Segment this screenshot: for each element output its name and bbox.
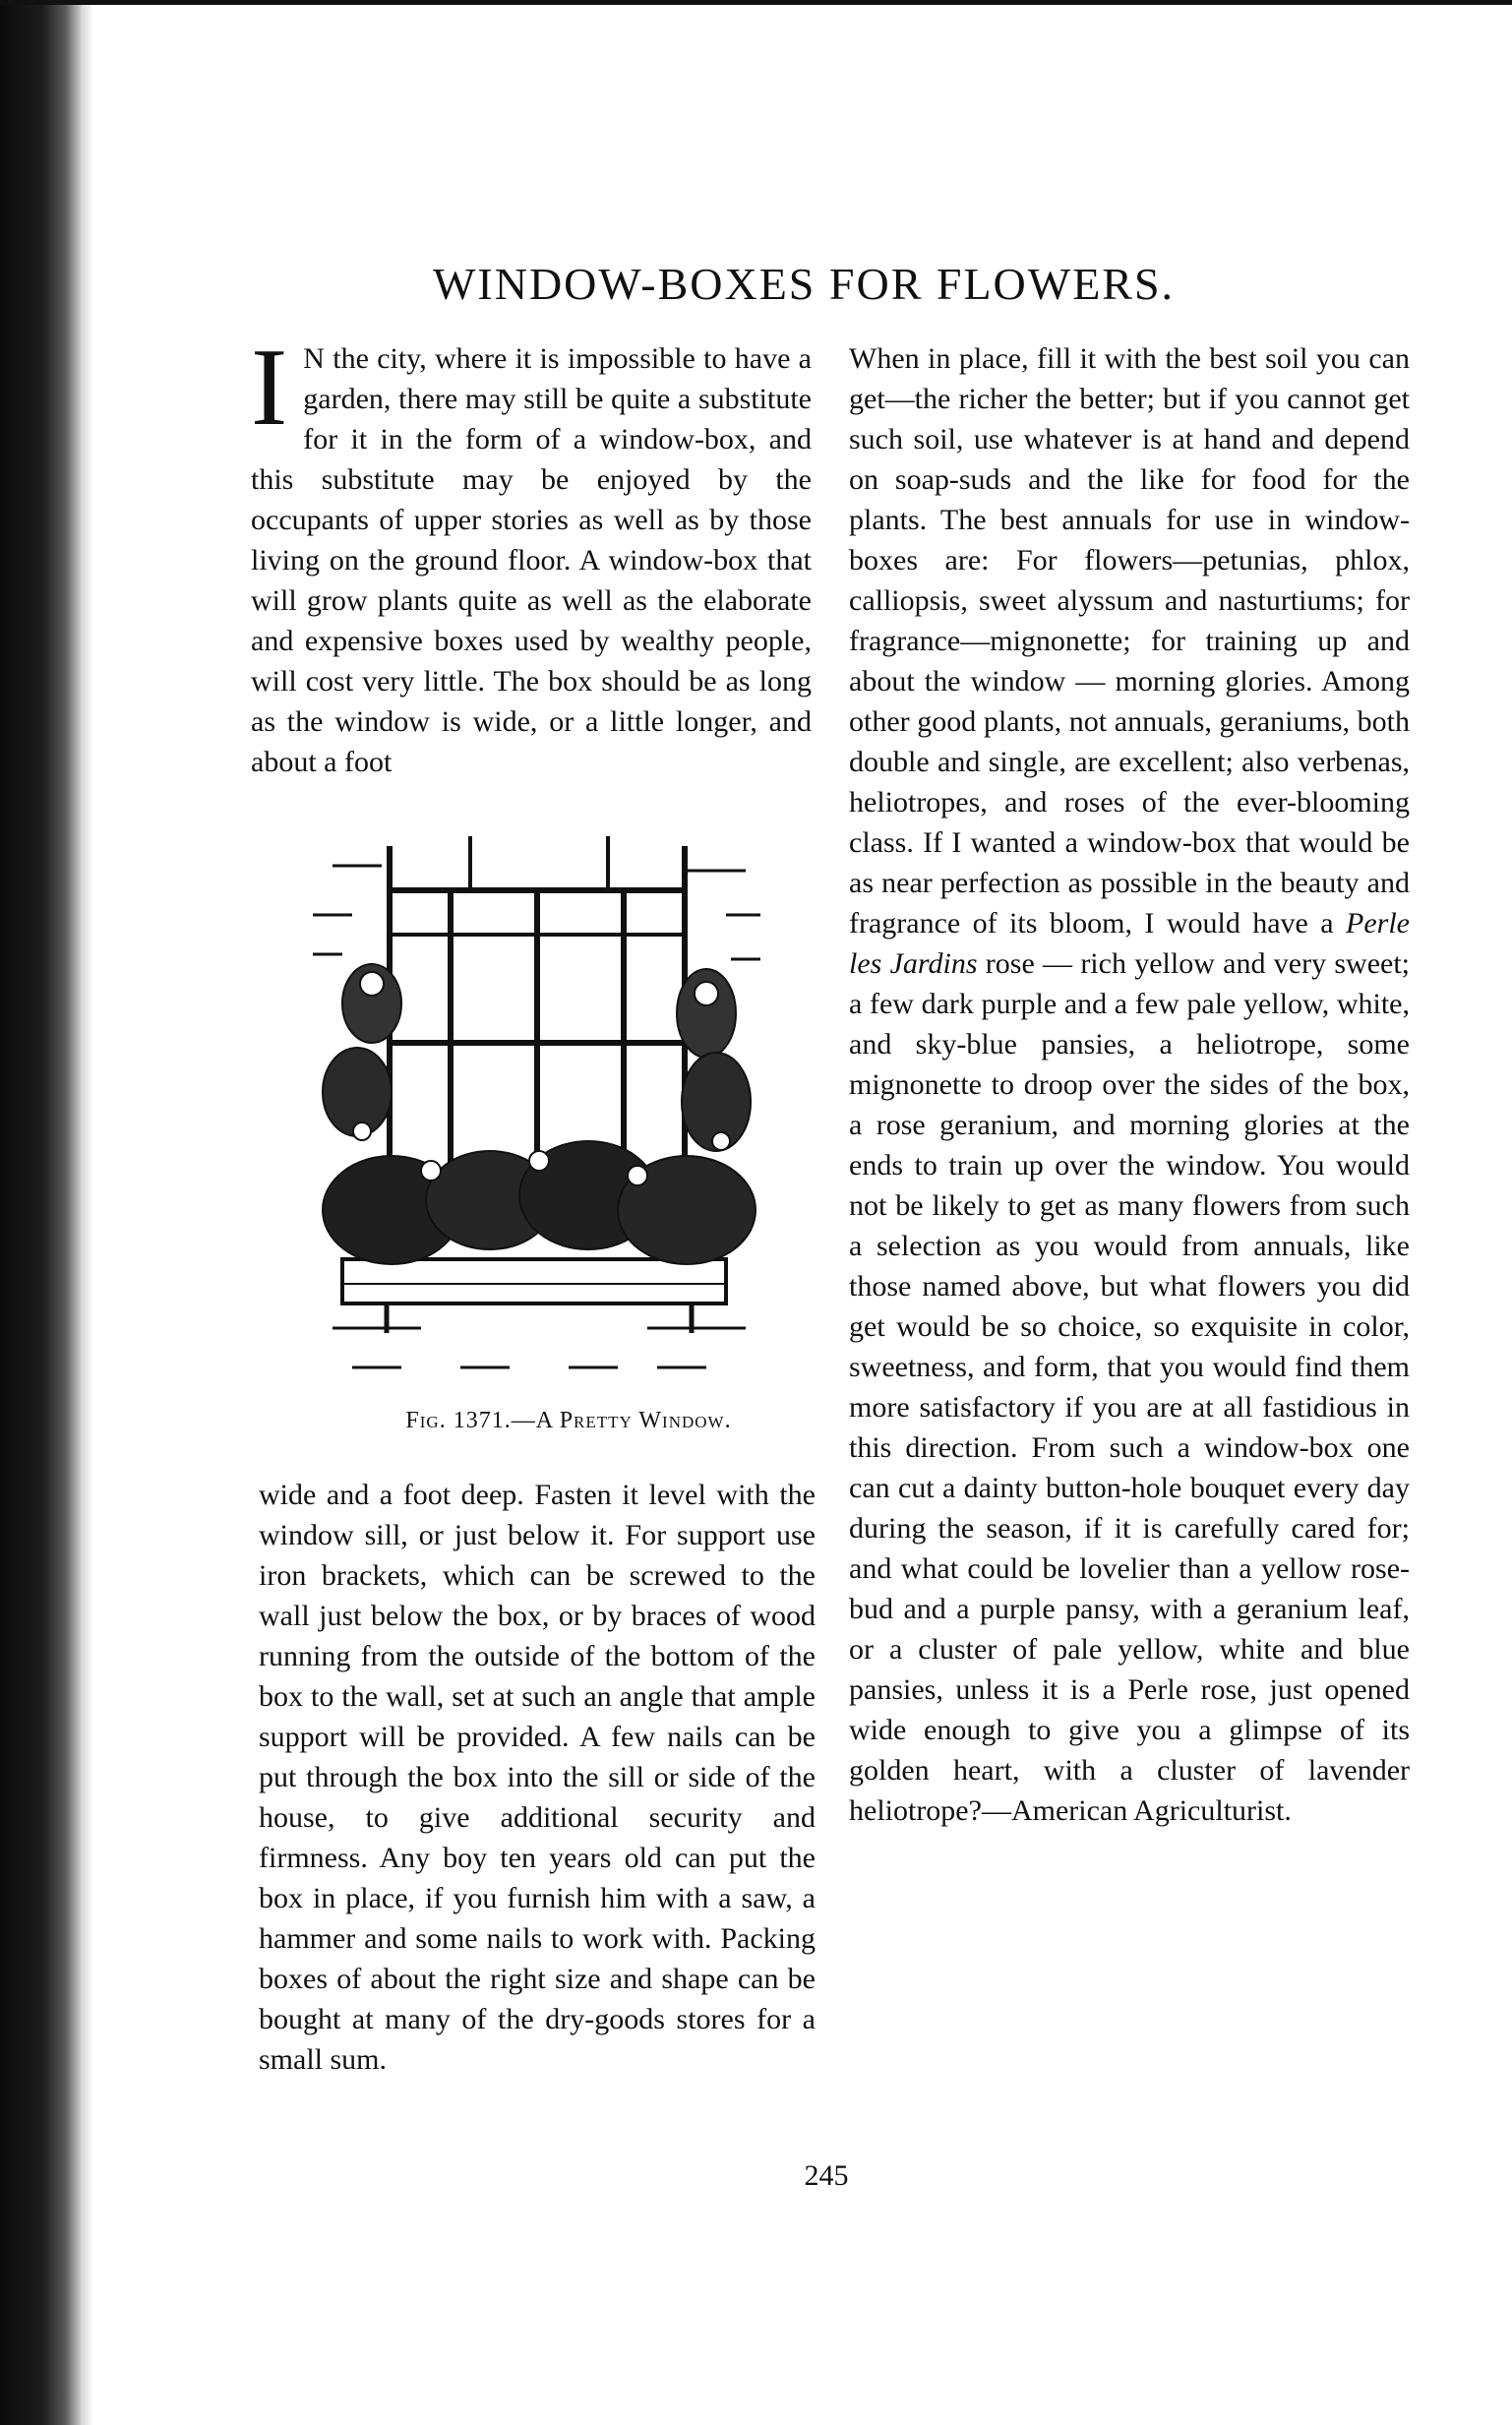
rose-variety-name: Perle les Jardins (849, 907, 1410, 980)
opening-paragraph-text: N the city, where it is impossible to have a garden, there may still be quite a substitute for it in the form of a window-box, and this substitute may be enjoyed by the occupants of upper stories as well as by those living on the ground floor. A window-box that will grow plants quite as well as the elaborate and expensive boxes used by wealthy people, will cost very little. The box should be as long as the window is wide, or a little longer, and about a foot (251, 342, 812, 778)
drop-cap: I (251, 327, 288, 449)
left-column-top (251, 327, 812, 782)
page-title: WINDOW-BOXES FOR FLOWERS. (433, 259, 1176, 309)
right-column (849, 338, 1410, 1831)
opening-paragraph (251, 327, 812, 782)
right-paragraph-text-2: rose — rich yellow and very sweet; a few dark purple and a few pale yellow, white, and sky-blue pansies, a heliotrope, some mignonette to droop over the sides of the box, a rose geranium, and morning glories at the ends to train up over the window. You would not be likely to get as many flowers from such a selection as you would from annuals, like those named above, but what flowers you did get would be so choice, so exquisite in color, sweetness, and form, that you would find them more satisfactory if you are at all fastidious in this direction. From such a window-box one can cut a dainty button-hole bouquet every day during the season, if it is carefully cared for; and what could be lovelier than a yellow rose-bud and a purple pansy, with a geranium leaf, or a cluster of pale yellow, white and blue pansies, unless it is a Perle rose, just opened wide enough to give you a glimpse of its golden heart, with a cluster of lavender heliotrope?—American Agriculturist. (849, 947, 1410, 1827)
window-box-engraving (313, 836, 760, 1382)
window-box-illustration (313, 836, 760, 1382)
book-binding-edge (0, 0, 93, 2425)
right-paragraph-text-1: When in place, fill it with the best soil you can get—the richer the better; but if you cannot get such soil, use whatever is at hand and depend on soap-suds and the like for food for the plants. The best annuals for use in window-boxes are: For flowers—petunias, phlox, calliopsis, sweet alyssum and nasturtiums; for fragrance—mignonette; for training up and about the window — morning glories. Among other good plants, not annuals, geraniums, both double and single, are excellent; also verbenas, heliotropes, and roses of the ever-blooming class. If I wanted a window-box that would be as near perfection as possible in the beauty and fragrance of its bloom, I would have a (849, 342, 1410, 940)
top-page-edge (0, 0, 1512, 5)
continued-paragraph: wide and a foot deep. Fasten it level with the window sill, or just below it. For support use iron brackets, which can be screwed to the wall just below the box, or by braces of wood running from the outside of the bottom of the box to the wall, set at such an angle that ample support will be provided. A few nails can be put through the box into the sill or side of the house, to give additional security and firmness. Any boy ten years old can put the box in place, if you furnish him with a saw, a hammer and some nails to work with. Packing boxes of about the right size and shape can be bought at many of the dry-goods stores for a small sum. (259, 1479, 816, 2076)
figure-caption: Fig. 1371.—A Pretty Window. (405, 1408, 732, 1433)
right-paragraph (849, 338, 1410, 1831)
left-column-bottom (259, 1475, 816, 2080)
page-number: 245 (804, 2159, 849, 2192)
